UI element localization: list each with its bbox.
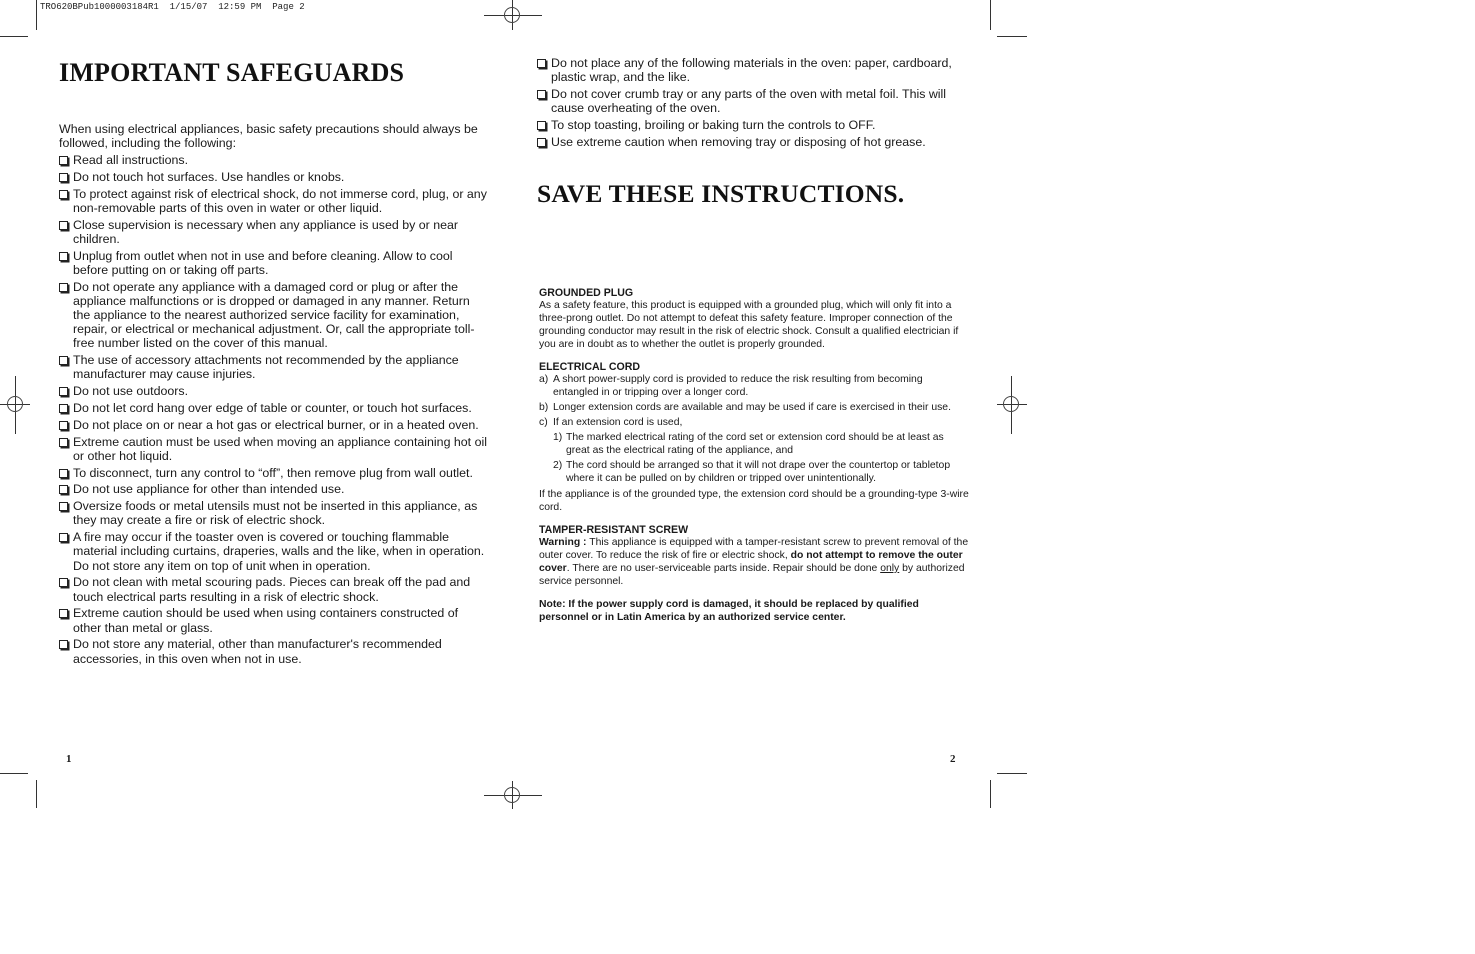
list-item: A fire may occur if the toaster oven is covered or touching flammable material including curtains, draperies, walls and the like, when in operation. Do not store any item on top of unit when in operation. [59, 530, 489, 573]
list-item: The use of accessory attachments not recommended by the appliance manufacturer may cause injuries. [59, 353, 489, 381]
crop-mark [0, 773, 28, 774]
list-item: Use extreme caution when removing tray or disposing of hot grease. [537, 135, 969, 149]
list-item: Close supervision is necessary when any appliance is used by or near children. [59, 218, 489, 246]
note-text: Note: If the power supply cord is damaged, it should be replaced by qualified personnel or in Latin America by an authorized service center. [539, 599, 919, 623]
section-heading: GROUNDED PLUG [539, 287, 634, 299]
list-item: Do not use outdoors. [59, 384, 489, 398]
intro-paragraph: When using electrical appliances, basic safety precautions should always be followed, including the following: [59, 122, 478, 151]
list-item: To stop toasting, broiling or baking turn the controls to OFF. [537, 118, 969, 132]
list-item: Extreme caution must be used when moving an appliance containing hot oil or other hot liquid. [59, 435, 489, 463]
left-page [59, 58, 489, 666]
technical-notes [537, 287, 969, 624]
list-item: Do not place any of the following materials in the oven: paper, cardboard, plastic wrap, and the like. [537, 56, 969, 84]
cord-item-c2: 2) The cord should be arranged so that it will not drape over the countertop or tabletop where it can be pulled on by children or tripped over unintentionally. [553, 460, 951, 484]
list-item: To protect against risk of electrical shock, do not immerse cord, plug, or any non-removable parts of this oven in water or other liquid. [59, 187, 489, 215]
crop-mark [990, 0, 991, 30]
crop-mark [0, 36, 28, 37]
page-number: 1 [66, 753, 72, 765]
list-item: Do not cover crumb tray or any parts of the oven with metal foil. This will cause overheating of the oven. [537, 87, 969, 115]
cord-item-a: a) A short power-supply cord is provided to reduce the risk resulting from becoming entangled in or tripping over a longer cord. [539, 374, 923, 398]
section-heading: TAMPER-RESISTANT SCREW [539, 524, 689, 536]
registration-mark-icon [7, 396, 23, 412]
crop-mark [36, 0, 37, 30]
page-title: IMPORTANT SAFEGUARDS [59, 58, 405, 87]
grounded-type-text: If the appliance is of the grounded type, the extension cord should be a grounding-type 3-wire cord. [539, 489, 969, 513]
safeguard-list [537, 56, 969, 149]
list-item: Extreme caution should be used when using containers constructed of other than metal or glass. [59, 606, 489, 634]
page-number: 2 [950, 753, 956, 765]
list-item: Read all instructions. [59, 153, 489, 167]
safeguard-list [59, 153, 489, 666]
list-item: Unplug from outlet when not in use and before cleaning. Allow to cool before putting on or taking off parts. [59, 249, 489, 277]
registration-mark-icon [504, 787, 520, 803]
save-instructions-title: SAVE THESE INSTRUCTIONS. [537, 179, 905, 208]
list-item: Oversize foods or metal utensils must not be inserted in this appliance, as they may create a fire or risk of electric shock. [59, 499, 489, 527]
cord-item-c: c) If an extension cord is used, [539, 417, 683, 428]
list-item: Do not store any material, other than manufacturer's recommended accessories, in this oven when not in use. [59, 637, 489, 665]
crop-mark [36, 780, 37, 808]
list-item: Do not operate any appliance with a damaged cord or plug or after the appliance malfunctions or is dropped or damaged in any manner. Return the appliance to the nearest authorized service facility for examination, repair, or electrical or mechanical adjustment. Or, call the appropriate toll-free number listed on the cover of this manual. [59, 280, 489, 351]
list-item: Do not place on or near a hot gas or electrical burner, or in a heated oven. [59, 418, 489, 432]
right-page [537, 56, 969, 624]
section-heading: ELECTRICAL CORD [539, 361, 641, 373]
grounded-plug-text: As a safety feature, this product is equipped with a grounded plug, which will only fit into a three-prong outlet. Do not attempt to defeat this safety feature. Improper connection of the grounding conductor may result in the risk of electric shock. Consult a qualified electrician if you are in doubt as to whether the outlet is properly grounded. [539, 300, 959, 350]
registration-mark-icon [1003, 396, 1019, 412]
print-slug: TRO620BPub1000003184R1 1/15/07 12:59 PM Page 2 [40, 2, 305, 12]
list-item: Do not clean with metal scouring pads. Pieces can break off the pad and touch electrical parts resulting in a risk of electric shock. [59, 575, 489, 603]
crop-mark [990, 780, 991, 808]
cord-item-c1: 1) The marked electrical rating of the cord set or extension cord should be at least as great as the electrical rating of the appliance, and [553, 432, 944, 456]
list-item: Do not use appliance for other than intended use. [59, 482, 489, 496]
crop-mark [997, 36, 1027, 37]
crop-mark [997, 773, 1027, 774]
registration-mark-icon [504, 7, 520, 23]
cord-item-b: b) Longer extension cords are available and may be used if care is exercised in their use. [539, 402, 951, 413]
list-item: To disconnect, turn any control to “off”, then remove plug from wall outlet. [59, 466, 489, 480]
list-item: Do not touch hot surfaces. Use handles or knobs. [59, 170, 489, 184]
tamper-screw-text: Warning : This appliance is equipped with a tamper-resistant screw to prevent removal of the outer cover. To reduce the risk of fire or electric shock, do not attempt to remove the outer cover. There are no user-serviceable parts inside. Repair should be done only by authorized service personnel. [539, 537, 969, 587]
list-item: Do not let cord hang over edge of table or counter, or touch hot surfaces. [59, 401, 489, 415]
